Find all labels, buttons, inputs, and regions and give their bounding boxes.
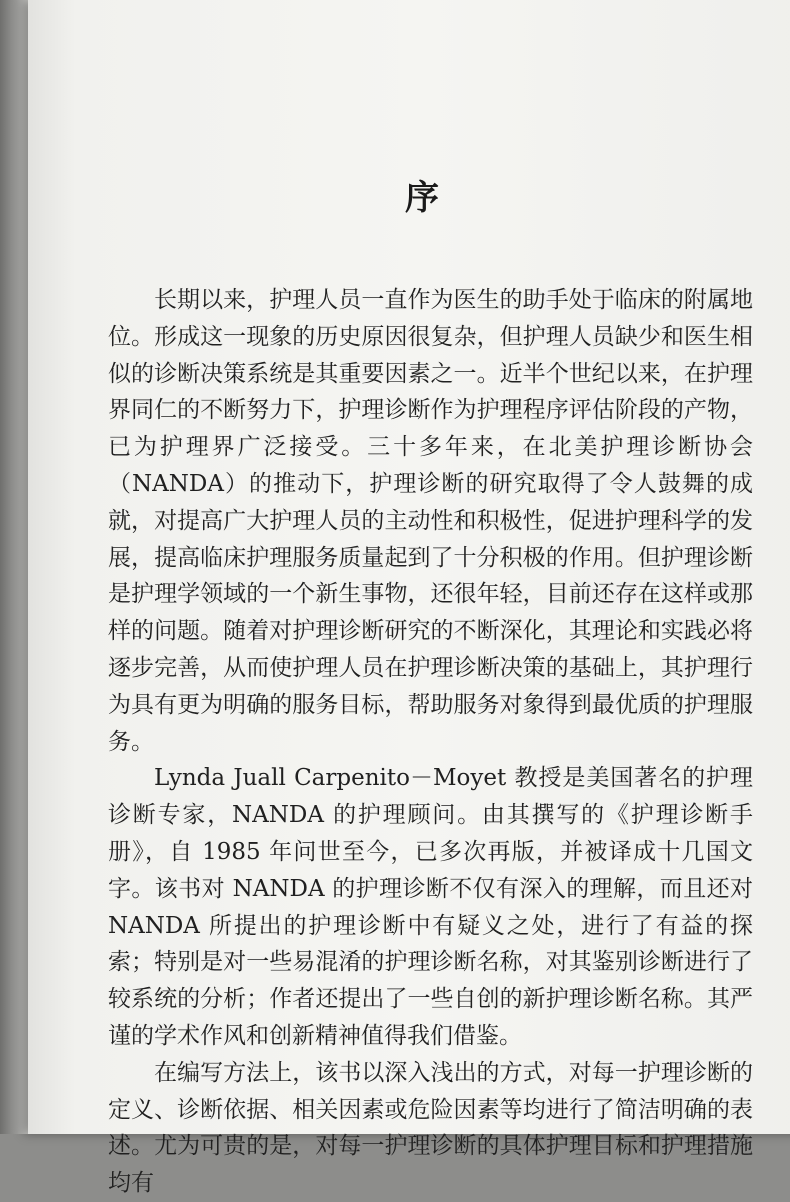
body-text <box>108 282 753 1202</box>
book-page <box>28 0 790 1197</box>
paragraph-1: 长期以来，护理人员一直作为医生的助手处于临床的附属地位。形成这一现象的历史原因很复杂，但护理人员缺少和医生相似的诊断决策系统是其重要因素之一。近半个世纪以来，在护理界同仁的不断努力下，护理诊断作为护理程序评估阶段的产物，已为护理界广泛接受。三十多年来，在北美护理诊断协会（NANDA）的推动下，护理诊断的研究取得了令人鼓舞的成就，对提高广大护理人员的主动性和积极性，促进护理科学的发展，提高临床护理服务质量起到了十分积极的作用。但护理诊断是护理学领域的一个新生事物，还很年轻，目前还存在这样或那样的问题。随着对护理诊断研究的不断深化，其理论和实践必将逐步完善，从而使护理人员在护理诊断决策的基础上，其护理行为具有更为明确的服务目标，帮助服务对象得到最优质的护理服务。 <box>108 287 753 755</box>
paragraph-3: 在编写方法上，该书以深入浅出的方式，对每一护理诊断的定义、诊断依据、相关因素或危险因素等均进行了简洁明确的表述。尤为可贵的是，对每一护理诊断的具体护理目标和护理措施均有 <box>108 1059 753 1197</box>
page-title: 序 <box>405 178 441 218</box>
paragraph-2: Lynda Juall Carpenito－Moyet 教授是美国著名的护理诊断专家，NANDA 的护理顾问。由其撰写的《护理诊断手册》，自 1985 年问世至今，已多次再版，并被译成十几国文字。该书对 NANDA 的护理诊断不仅有深入的理解，而且还对 NANDA 所提出的护理诊断中有疑义之处，进行了有益的探索；特别是对一些易混淆的护理诊断名称，对其鉴别诊断进行了较系统的分析；作者还提出了一些自创的新护理诊断名称。其严谨的学术作风和创新精神值得我们借鉴。 <box>108 765 753 1049</box>
page-edge <box>0 0 28 1134</box>
